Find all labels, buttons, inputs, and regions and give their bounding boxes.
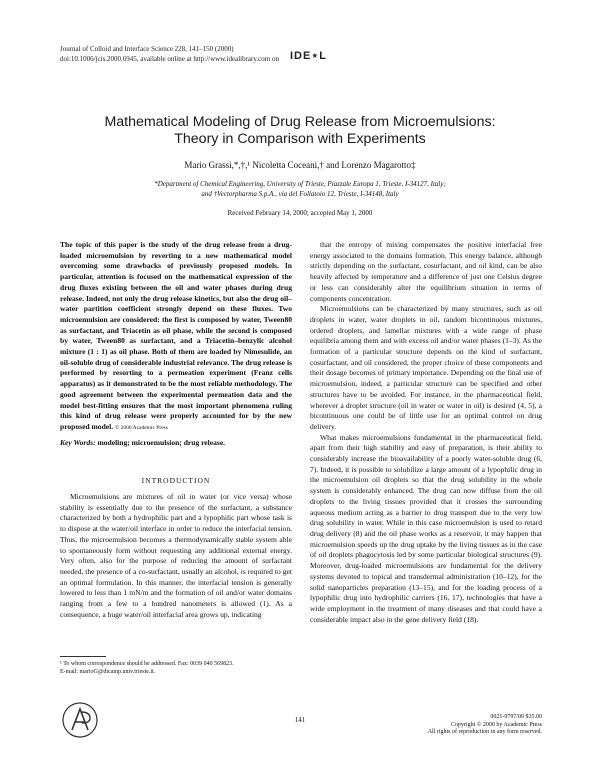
page-number: 141 [294, 716, 306, 724]
abstract-text: The topic of this paper is the study of the drug release from a drug-loaded microemulsion by reverting to a new mathematical model overcoming some drawbacks of previously proposed models. In particular, attention is focused on the mathematical expression of the drug fluxes existing between the oil and water phases during drug release. Indeed, not only the drug release kinetics, but also the drug oil–water partition coefficient strongly depend on these fluxes. Two microemulsion are considered: the first is composed by water, Tween80 as surfactant, and Triacetin as oil phase, while the second is composed by water, Tween80 as surfactant, and a Triacetin–benzylic alcohol mixture (1 : 1) as oil phase. Both of them are loaded by Nimesulide, an oil-soluble drug of considerable industrial relevance. The drug release is performed by resorting to a permeation experiment (Franz cells apparatus) as it demonstrated to be the most reliable methodology. The good agreement between the experimental permeation data and the model best-fitting ensures that the most important phenomena ruling this kind of drug release were properly accounted for by the new proposed model. [60, 240, 292, 431]
right-paragraph-1: that the entropy of mixing compensates the positive interfacial free energy associated to the domains formation. This energy balance, although strictly depending on the surfactant, cosurfactant, and oil kind, can be also heavily affected by temperature and a difference of just one Celsius degree or less can considerably alter the equilibrium situation in terms of components concentration. [310, 240, 542, 303]
affiliations [40, 179, 560, 199]
intro-paragraph: Microemulsions are mixtures of oil in water (or vice versa) whose stability is essentially due to the presence of the surfactant, a substance characterized by both a hydrophilic part and a lypophilic part whose task is to dispose at the water/oil interface in order to reduce the interfacial tension. Thus, the microemulsion becomes a thermodynamically stable system able to spontaneously form without requesting any additional external energy. Very often, also for the purpose of reducing the amount of surfactant needed, the presence of a co-surfactant, usually an alcohol, is required to get an optimal formulation. In this manner, the interfacial tension is generally lowered to less than 1 mN/m and the formation of oil and/or water domains ranging from a few to a hundred nanometers is allowed (1). As a consequence, a huge water/oil interfacial area grows up, indicating [60, 492, 292, 619]
title-line-2: Theory in Comparison with Experiments [174, 131, 426, 147]
ideal-logo: IDE⋆L [290, 50, 327, 62]
abstract [60, 240, 292, 434]
author-list: Mario Grassi,*,†,¹ Nicoletta Coceani,† and Lorenzo Magarotto‡ [184, 160, 416, 170]
affiliation-line-2: and †Vectorpharma S.p.A., via del Follatoio 12, Trieste, I-34148, Italy [201, 190, 399, 198]
keywords-text: modeling; microemulsion; drug release. [97, 438, 226, 447]
intro-left-column [60, 492, 292, 620]
footnote-divider [60, 656, 106, 657]
copyright-holder: Copyright © 2000 by Academic Press [450, 721, 542, 728]
doi-line[interactable]: doi:10.1006/jcis.2000.6945, available online at http://www.idealibrary.com on [60, 54, 279, 63]
affiliation-line-1: *Department of Chemical Engineering, University of Trieste, Piazzale Europa 1, Trieste, I-34127, Italy; [154, 180, 446, 188]
right-column [310, 240, 542, 625]
publisher-logo-icon [60, 700, 100, 740]
keywords-label: Key Words: [60, 438, 96, 447]
copyright-price: 0021-9797/00 $35.00 [490, 714, 542, 720]
received-date: Received February 14, 2000; accepted May 1, 2000 [227, 209, 373, 217]
right-paragraph-2: Microemulsions can be characterized by many structures, such as oil droplets in water, water droplets in oil, random bicontinuous mixtures, ordered droplets, and lamellar mixtures with a wide range of phase equilibria among them and with excess oil and/or water phases (1–3). As the formation of a particular structure depends on the kind of surfactant, cosurfactant, and oil considered, the proper choice of these components and their dosage becomes of primary importance. Depending on the final use of microemulsion, indeed, a particular structure can be specified and other structures have to be avoided. For instance, in the pharmaceutical field, wherever a droplet structure (oil in water or water in oil) is desired (4, 5), a bicontinuous one could be of little use for an optimal control on drug delivery. [310, 304, 542, 431]
footnote-email[interactable]: E-mail: marioG@dicamp.univ.trieste.it. [60, 669, 156, 675]
section-heading-introduction: INTRODUCTION [141, 476, 211, 485]
footnote [60, 660, 292, 676]
journal-citation: Journal of Colloid and Interface Science 228, 141–150 (2000) [60, 45, 234, 53]
footnote-line-1: ¹ To whom correspondence should be addressed. Fax: 0039 040 569823. [60, 661, 234, 667]
keywords [60, 438, 292, 447]
right-paragraph-3: What makes microemulsions fundamental in the pharmaceutical field, apart from their high stability and easy of preparation, is their ability to considerably increase the bioavailability of a poorly water-soluble drug (6, 7). Indeed, it is possible to solubilize a large amount of a lypophilic drug in the microemulsion oil droplets so that the drug solubility in the whole system is considerably enhanced. The drug can now diffuse from the oil droplets to the living tissues provided that it crosses the surrounding aqueous medium acting as a barrier to drug transport due to the very low drug solubility in water. While in this case microemulsion is used to retard drug delivery (8) and the oil phase works as a reservoir, it may happen that microemulsion speeds up the drug uptake by the living tissues as in the case of oil droplets phagocytosis led by some particular biological structures (9). Moreover, drug-loaded microemulsions are fundamental for the delivery systems devoted to topical and transdermal administration (10–12), for the solid nanoparticles preparation (13–15), and for the loading process of a lypophilic drug into hydrophilic carriers (16, 17), technologies that have a wide employment in the treatment of many diseases and that could have a considerable impact also in the gene delivery field (18). [310, 432, 542, 624]
paper-title [40, 114, 560, 148]
journal-header [60, 45, 279, 64]
copyright-rights: All rights of reproduction in any form reserved. [427, 729, 542, 736]
copyright-block [400, 714, 542, 737]
abstract-copyright: © 2000 Academic Press [115, 424, 168, 431]
title-line-1: Mathematical Modeling of Drug Release from Microemulsions: [104, 114, 496, 130]
